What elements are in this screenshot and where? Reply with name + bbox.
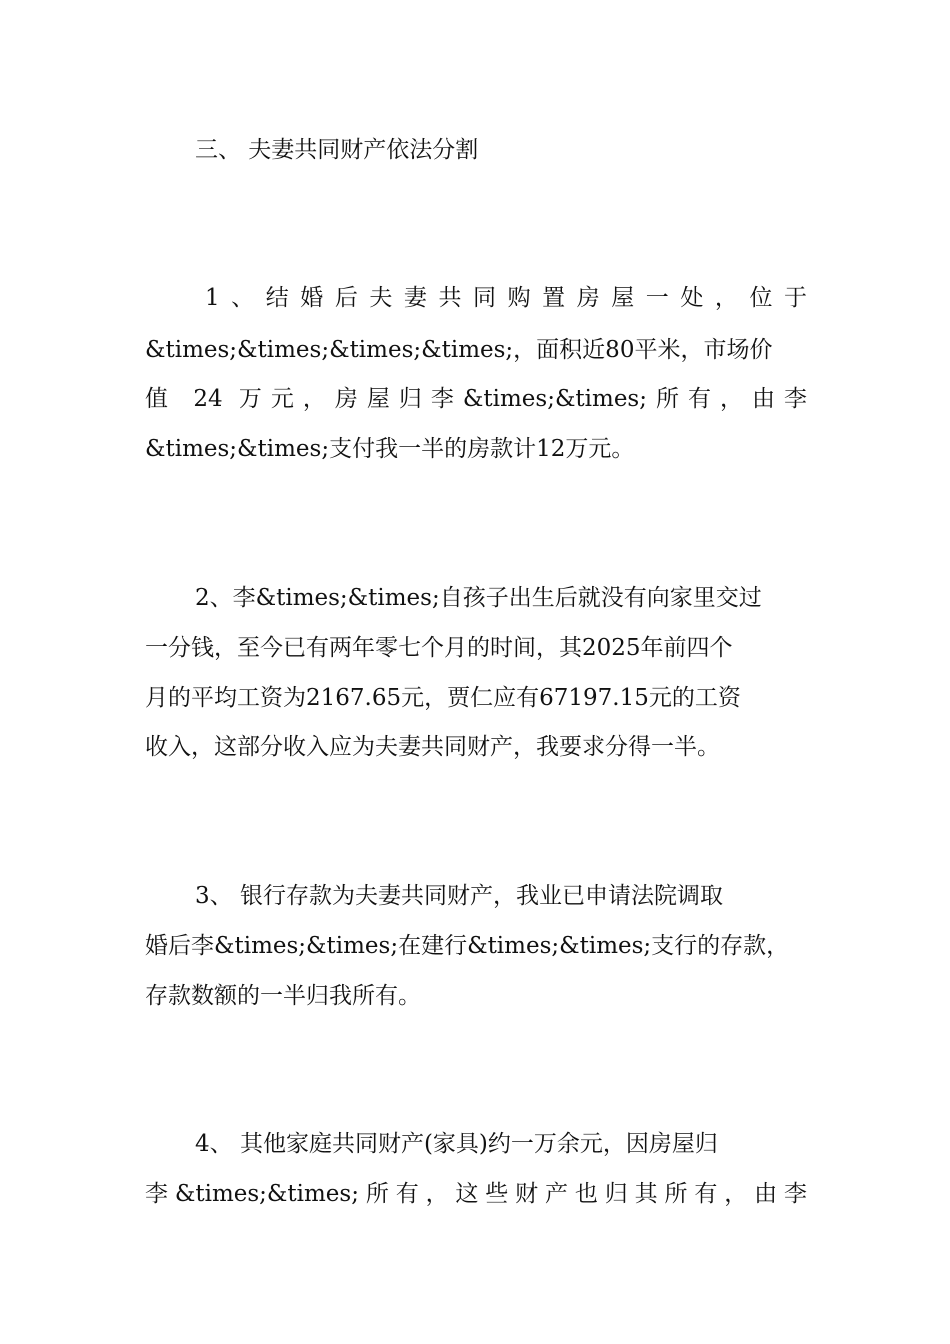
paragraph-line: &times;&times;&times;&times;，面积近80平米，市场价 — [145, 337, 773, 363]
paragraph-line: 3、 银行存款为夫妻共同财产，我业已申请法院调取 — [195, 883, 723, 909]
paragraph-line: 一分钱，至今已有两年零七个月的时间，其2025年前四个 — [145, 635, 733, 661]
paragraph-line: 李&times;&times;所有，这些财产也归其所有，由李 — [145, 1181, 807, 1207]
paragraph-line: &times;&times;支付我一半的房款计12万元。 — [145, 436, 635, 462]
paragraph-line: 存款数额的一半归我所有。 — [145, 983, 421, 1009]
section-heading: 三、 夫妻共同财产依法分割 — [195, 137, 479, 163]
paragraph-line: 值 24 万元，房屋归李&times;&times;所有，由李 — [145, 386, 807, 412]
paragraph-line: 2、李&times;&times;自孩子出生后就没有向家里交过 — [195, 585, 762, 611]
paragraph-line: 月的平均工资为2167.65元，贾仁应有67197.15元的工资 — [145, 685, 741, 711]
paragraph-line: 1、结婚后夫妻共同购置房屋一处，位于 — [205, 285, 807, 311]
paragraph-line: 婚后李&times;&times;在建行&times;&times;支行的存款， — [145, 933, 790, 959]
paragraph-line: 4、 其他家庭共同财产(家具)约一万余元，因房屋归 — [195, 1131, 718, 1157]
paragraph-line: 收入，这部分收入应为夫妻共同财产，我要求分得一半。 — [145, 734, 720, 760]
